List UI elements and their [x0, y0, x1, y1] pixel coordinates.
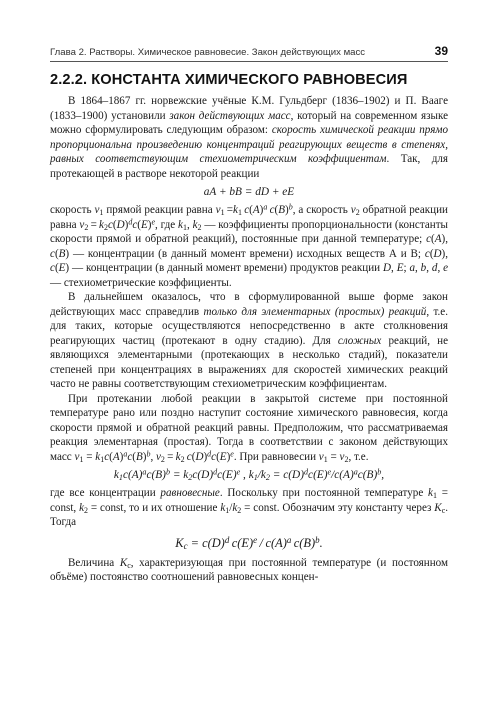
- paragraph-elementary: [50, 290, 448, 392]
- text: = const. Обозначим эту константу через: [241, 501, 435, 514]
- section-title: 2.2.2. КОНСТАНТА ХИМИЧЕСКОГО РАВНОВЕСИЯ: [50, 72, 408, 88]
- text: В 1864–1867 гг. норвежские учёные К.М. Гульдберг (1836–1902) и П. Вааге (1833–1900) установили: [50, 95, 448, 122]
- paragraph-magnitude: Величина $K_c$, характеризующая при постоянной температуре (и постоянном объёме) постоянство соотношений равновесных концен-: [50, 556, 448, 583]
- text: В дальнейшем оказалось, что в сформулированной выше форме закон действующих масс справедлив: [50, 291, 448, 318]
- text: . Поскольку при постоянной температуре: [219, 487, 429, 499]
- text: , который на современном языке можно сформулировать следующим образом:: [50, 109, 448, 136]
- text: = const,: [50, 487, 448, 514]
- text: , т.е.: [348, 450, 369, 463]
- emphasis: закон действующих масс: [169, 109, 291, 122]
- emphasis: только для элементарных (простых) реакций: [203, 305, 427, 318]
- law-statement: скорость химической реакции прямо пропорциональна произведению концентраций реагирующих веществ в степенях, равных соответствующим стехиометрическим коэффициентам: [50, 124, 448, 165]
- paragraph-equilibrium: При протекании любой реакции в закрытой системе при постоянной температуре рано или поздно наступит состояние химического равновесия, когда скорости прямой и обратной реакций равны. Предположим, что рассматриваемая реакция элементарная (простая). Тогда в соответствии с законом действующих масс $v_1 = k_1c(A)^ac(B)^b$, $v_2 = k_2$ $c(D)^dc(E)^e$. При равновесии $v_1 = v_2$, т.е.: [50, 392, 448, 464]
- emphasis: сложных: [337, 334, 382, 347]
- paragraph-constant: где все концентрации равновесные. Поскольку при постоянной температуре $k_1$ = const, $k_2$ = const, то и их отношение $k_1/k_2$ = const. Обозначим эту константу через $K_c$. Тогда: [50, 487, 449, 528]
- page-number: 39: [434, 44, 448, 58]
- emphasis: равновесные: [160, 487, 220, 499]
- text: — стехиометрические коэффициенты.: [50, 276, 232, 289]
- text: . Так, для протекающей в растворе некоторой реакции: [50, 153, 448, 180]
- text: скорость: [50, 204, 95, 216]
- text: Величина: [68, 556, 120, 569]
- text: При протекании любой реакции в закрытой системе при постоянной температуре рано или поздно наступит состояние химического равновесия, когда скорости прямой и обратной реакций равны. Предположим, что рассматриваемая реакция элементарная (простая). Тогда в соответствии с законом действующих масс: [50, 392, 448, 463]
- text: прямой реакции равна: [103, 204, 216, 216]
- paragraph-rates: скорость $v_1$ прямой реакции равна $v_1 =k_1$ $c(A)^a$ $c(B)^b$, а скорость $v_2$ обратной реакции равна $v_2 = k_2c(D)^dc(E)^e$, где $k_1$, $k_2$ — коэффициенты пропорциональности (константы скорости прямой и обратной реакций), постоянные при данной температуре; c(A), c(B) — концентрации (в данный момент времени) исходных веществ А и В; c(D), c(E) — концентрации (в данный момент времени) продуктов реакции D, E; a, b, d, e — стехиометрические коэффициенты.: [50, 202, 449, 289]
- text: реакций, не являющихся элементарными (протекающих в несколько стадий), показатели степеней при концентрациях в выражениях для скоростей химических реакций часто не равны соответствующим стехиометрическим коэффициентам.: [50, 334, 448, 390]
- text: . При равновесии: [233, 450, 319, 463]
- text: — коэффициенты пропорциональности (константы скорости прямой и обратной реакций), постоянные при данной температуре;: [50, 218, 449, 245]
- text: , а скорость: [292, 204, 351, 216]
- text: = const, то и их отношение: [88, 501, 221, 514]
- page-content: [50, 72, 448, 585]
- chapter-title: Глава 2. Растворы. Химическое равновесие. Закон действующих масс: [50, 47, 366, 58]
- text: — концентрации (в данный момент времени) продуктов реакции: [69, 262, 384, 274]
- text: обратной реакции равна: [50, 204, 448, 231]
- text: . Тогда: [50, 501, 449, 528]
- text: , где: [155, 218, 179, 231]
- reaction-equation: aA + bB = dD + eE: [203, 186, 295, 198]
- text: , характеризующая при постоянной температуре (и постоянном объёме) постоянство соотношений равновесных концен-: [50, 556, 448, 583]
- equilibrium-constant-formula: $K_c = c(D)^d$ $c(E)^e / c(A)^a$ $c(B)^b$.: [175, 534, 323, 551]
- text: — концентрации (в данный момент времени) исходных веществ А и В;: [69, 247, 425, 260]
- text: где все концентрации: [50, 487, 161, 499]
- running-header: [50, 44, 448, 62]
- equilibrium-equation: $k_1c(A)^ac(B)^b = k_2c(D)^dc(E)^e$ , $k_1/k_2 = c(D)^dc(E)^e/c(A)^ac(B)^b$,: [113, 467, 385, 483]
- text: , т.е. для таких, которые осуществляются непосредственно в акте столкновения реагирующих частиц (протекают в одну стадию). Для: [50, 305, 449, 347]
- paragraph-intro: [50, 94, 448, 181]
